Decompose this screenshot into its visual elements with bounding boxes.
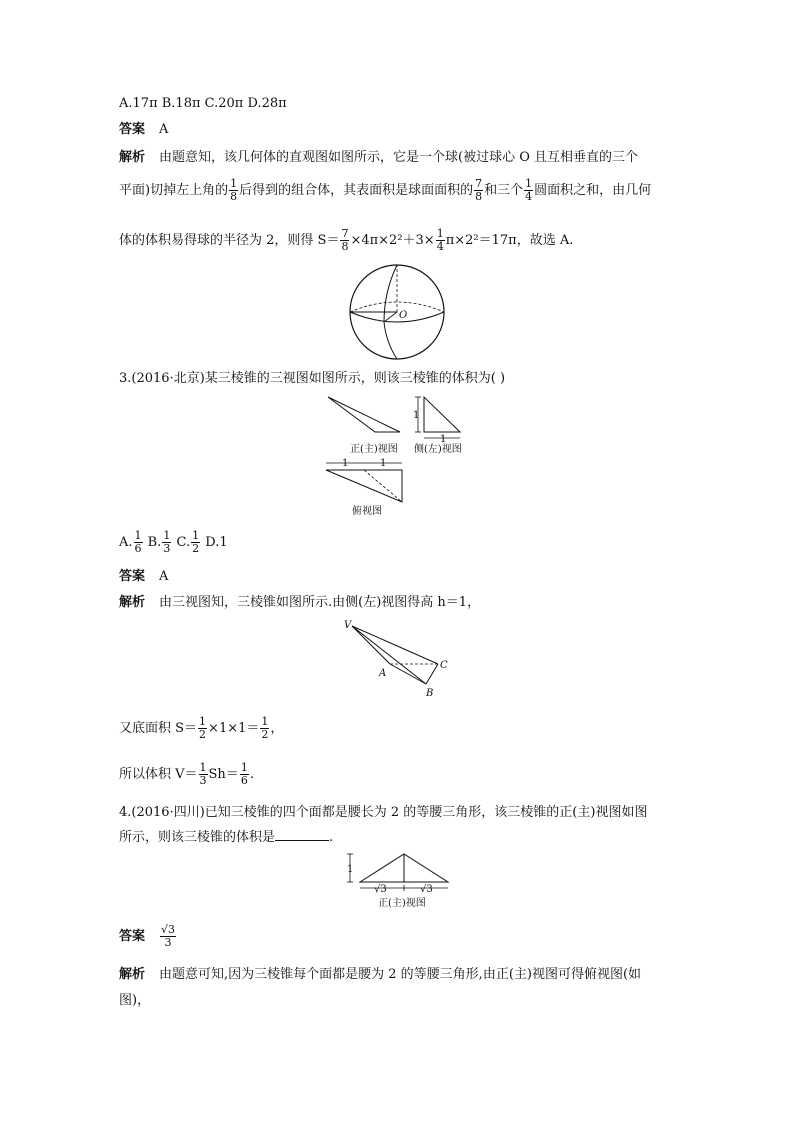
fraction-1-2: $\frac{1}{2}$ <box>199 715 207 741</box>
q2-analysis-line-2 <box>119 178 651 203</box>
vertex-c-label: C <box>440 660 448 671</box>
answer-label: 答案 <box>119 122 146 137</box>
fraction-1-2: $\frac{1}{2}$ <box>261 715 269 741</box>
analysis-text: . <box>249 767 254 782</box>
top-view-caption: 俯视图 <box>352 506 382 517</box>
q3-analysis-line-1 <box>119 594 480 612</box>
analysis-text: ， <box>270 721 284 736</box>
analysis-text: 平面)切掉左上角的 <box>119 183 229 198</box>
analysis-text: 圆面积之和，由几何 <box>534 183 652 198</box>
option-a: A. <box>119 535 133 550</box>
front-view-caption: 正(主)视图 <box>378 898 426 909</box>
fraction-1-6: $\frac{1}{6}$ <box>240 761 248 787</box>
fraction-1-3: $\frac{1}{3}$ <box>163 529 171 555</box>
analysis-label: 解析 <box>119 150 146 165</box>
option-c: C. <box>176 535 191 550</box>
q2-analysis-line-1 <box>119 149 638 167</box>
vertex-a-label: A <box>379 668 387 679</box>
pyramid-figure <box>342 618 458 702</box>
sqrt3-label-right: √3 <box>420 884 433 895</box>
sphere-center-label: O <box>399 310 408 321</box>
vertex-v-label: V <box>344 620 352 631</box>
front-view-caption: 正(主)视图 <box>350 444 398 455</box>
height-label: 1 <box>347 864 354 875</box>
side-view-caption: 侧(左)视图 <box>414 444 462 455</box>
top-view-shape <box>326 470 402 502</box>
fraction-7-8: $\frac{7}{8}$ <box>341 227 349 253</box>
front-view-figure <box>340 848 460 910</box>
analysis-text: ×4π×2²＋3× <box>350 233 435 248</box>
side-view-height-label: 1 <box>413 410 420 421</box>
analysis-text: ×1×1＝ <box>208 721 260 736</box>
q4-answer <box>119 924 177 949</box>
answer-label: 答案 <box>119 929 146 944</box>
q4-analysis-line-2: 图)， <box>119 993 151 1008</box>
analysis-label: 解析 <box>119 595 146 610</box>
q3-stem: 3.(2016·北京)某三棱锥的三视图如图所示，则该三棱锥的体积为( ) <box>119 371 506 386</box>
front-view-shape <box>328 397 400 432</box>
top-view-dim-1: 1 <box>342 458 349 469</box>
q3-answer <box>119 568 168 586</box>
fraction-1-4: $\frac{1}{4}$ <box>436 227 444 253</box>
q3-options <box>119 530 228 555</box>
side-view-width-label: 1 <box>440 434 447 445</box>
analysis-text: π×2²＝17π，故选 A. <box>445 233 574 248</box>
analysis-text: 和三个 <box>484 183 524 198</box>
fraction-1-6: $\frac{1}{6}$ <box>134 529 142 555</box>
fraction-1-8: $\frac{1}{8}$ <box>230 177 238 203</box>
top-view-dim-2: 1 <box>380 458 387 469</box>
answer-label: 答案 <box>119 569 146 584</box>
fraction-1-3: $\frac{1}{3}$ <box>199 761 207 787</box>
q4-analysis-line-1 <box>119 966 641 984</box>
fraction-1-4: $\frac{1}{4}$ <box>525 177 533 203</box>
analysis-text: 体的体积易得球的半径为 2，则得 S＝ <box>119 233 340 248</box>
analysis-text: Sh＝ <box>208 767 239 782</box>
side-view-shape <box>424 397 460 432</box>
answer-value: A <box>159 569 169 584</box>
three-views-figure <box>320 392 480 518</box>
analysis-text: 由题意可知,因为三棱锥每个面都是腰为 2 的等腰三角形,由正(主)视图可得俯视图(如 <box>159 967 642 982</box>
q4-stem-line-2: 所示，则该三棱锥的体积是 . <box>119 830 334 845</box>
q2-options: A.17π B.18π C.20π D.28π <box>119 96 287 111</box>
sphere-figure <box>344 262 450 362</box>
q2-answer <box>119 121 168 139</box>
q4-stem-line-1: 4.(2016·四川)已知三棱锥的四个面都是腰长为 2 的等腰三角形，该三棱锥的正(主)视图如图 <box>119 805 648 820</box>
q3-base-area <box>119 716 283 741</box>
q3-volume <box>119 762 254 787</box>
vertex-b-label: B <box>426 688 434 699</box>
analysis-text: 又底面积 S＝ <box>119 721 198 736</box>
fraction-1-2: $\frac{1}{2}$ <box>192 529 200 555</box>
analysis-text: 由三视图知，三棱锥如图所示.由侧(左)视图得高 h＝1， <box>159 595 481 610</box>
analysis-text: 后得到的组合体，其表面积是球面面积的 <box>239 183 474 198</box>
q2-analysis-line-3 <box>119 228 573 253</box>
answer-value: A <box>159 122 169 137</box>
fraction-7-8: $\frac{7}{8}$ <box>475 177 483 203</box>
sqrt3-label-left: √3 <box>374 884 387 895</box>
option-d: D.1 <box>205 535 228 550</box>
answer-blank <box>275 828 329 841</box>
answer-fraction: $\frac{√3}{3}$ <box>161 923 176 949</box>
option-b: B. <box>147 535 162 550</box>
analysis-text: 由题意知，该几何体的直观图如图所示，它是一个球(被过球心 O 且互相垂直的三个 <box>159 150 639 165</box>
analysis-label: 解析 <box>119 967 146 982</box>
analysis-text: 所以体积 V＝ <box>119 767 198 782</box>
